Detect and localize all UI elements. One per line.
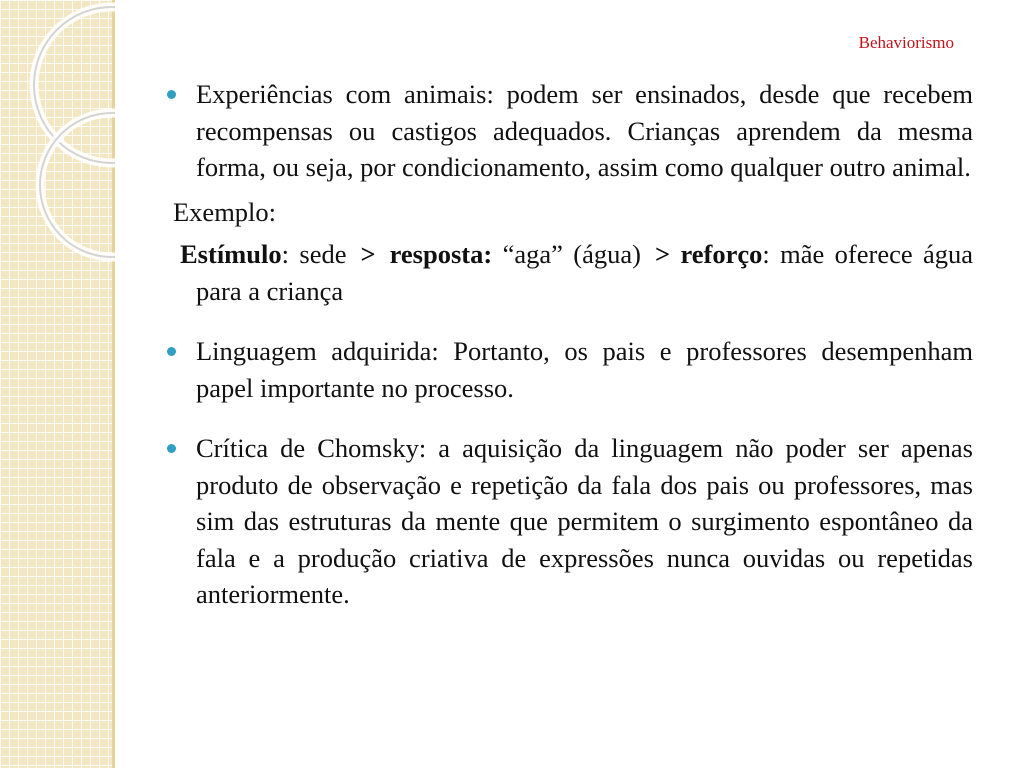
bullet-dot-icon bbox=[167, 90, 176, 99]
bullet-text: Linguagem adquirida: Portanto, os pais e professores desempenham papel importante no processo. bbox=[196, 336, 973, 403]
slide-title: Behaviorismo bbox=[858, 33, 954, 52]
stimulus-label: Estímulo bbox=[180, 239, 282, 269]
stimulus-colon: : bbox=[281, 239, 289, 269]
arrow-1: > bbox=[360, 239, 376, 269]
example-label: Exemplo: bbox=[173, 196, 277, 227]
response-value: “aga” (água) bbox=[502, 239, 641, 269]
reinforcement-value: mãe oferece água para a criança bbox=[196, 239, 974, 306]
bullet-item-1 bbox=[160, 76, 973, 186]
bullet-dot-icon bbox=[167, 444, 176, 453]
stimulus-value: sede bbox=[299, 239, 347, 269]
bullet-item-3 bbox=[160, 430, 973, 613]
slide-content bbox=[160, 76, 973, 613]
bullet-text: Experiências com animais: podem ser ensinados, desde que recebem recompensas ou castigos adequados. Crianças aprendem da mesma forma, ou seja, por condicionamento, assim como qualquer outro animal. bbox=[196, 79, 973, 182]
bullet-item-2 bbox=[160, 333, 973, 406]
reinforcement-colon: : bbox=[762, 239, 770, 269]
example-chain bbox=[160, 236, 973, 309]
reinforcement-label: reforço bbox=[680, 239, 763, 269]
bullet-text: Crítica de Chomsky: a aquisição da linguagem não poder ser apenas produto de observação e repetição da fala dos pais ou professores, mas sim das estruturas da mente que permitem o surgimento espontâneo da fala e a produção criativa de expressões nunca ouvidas ou repetidas anteriormente. bbox=[196, 433, 973, 609]
response-label: resposta: bbox=[389, 239, 493, 269]
bullet-dot-icon bbox=[167, 347, 176, 356]
arrow-2: > bbox=[654, 239, 671, 269]
